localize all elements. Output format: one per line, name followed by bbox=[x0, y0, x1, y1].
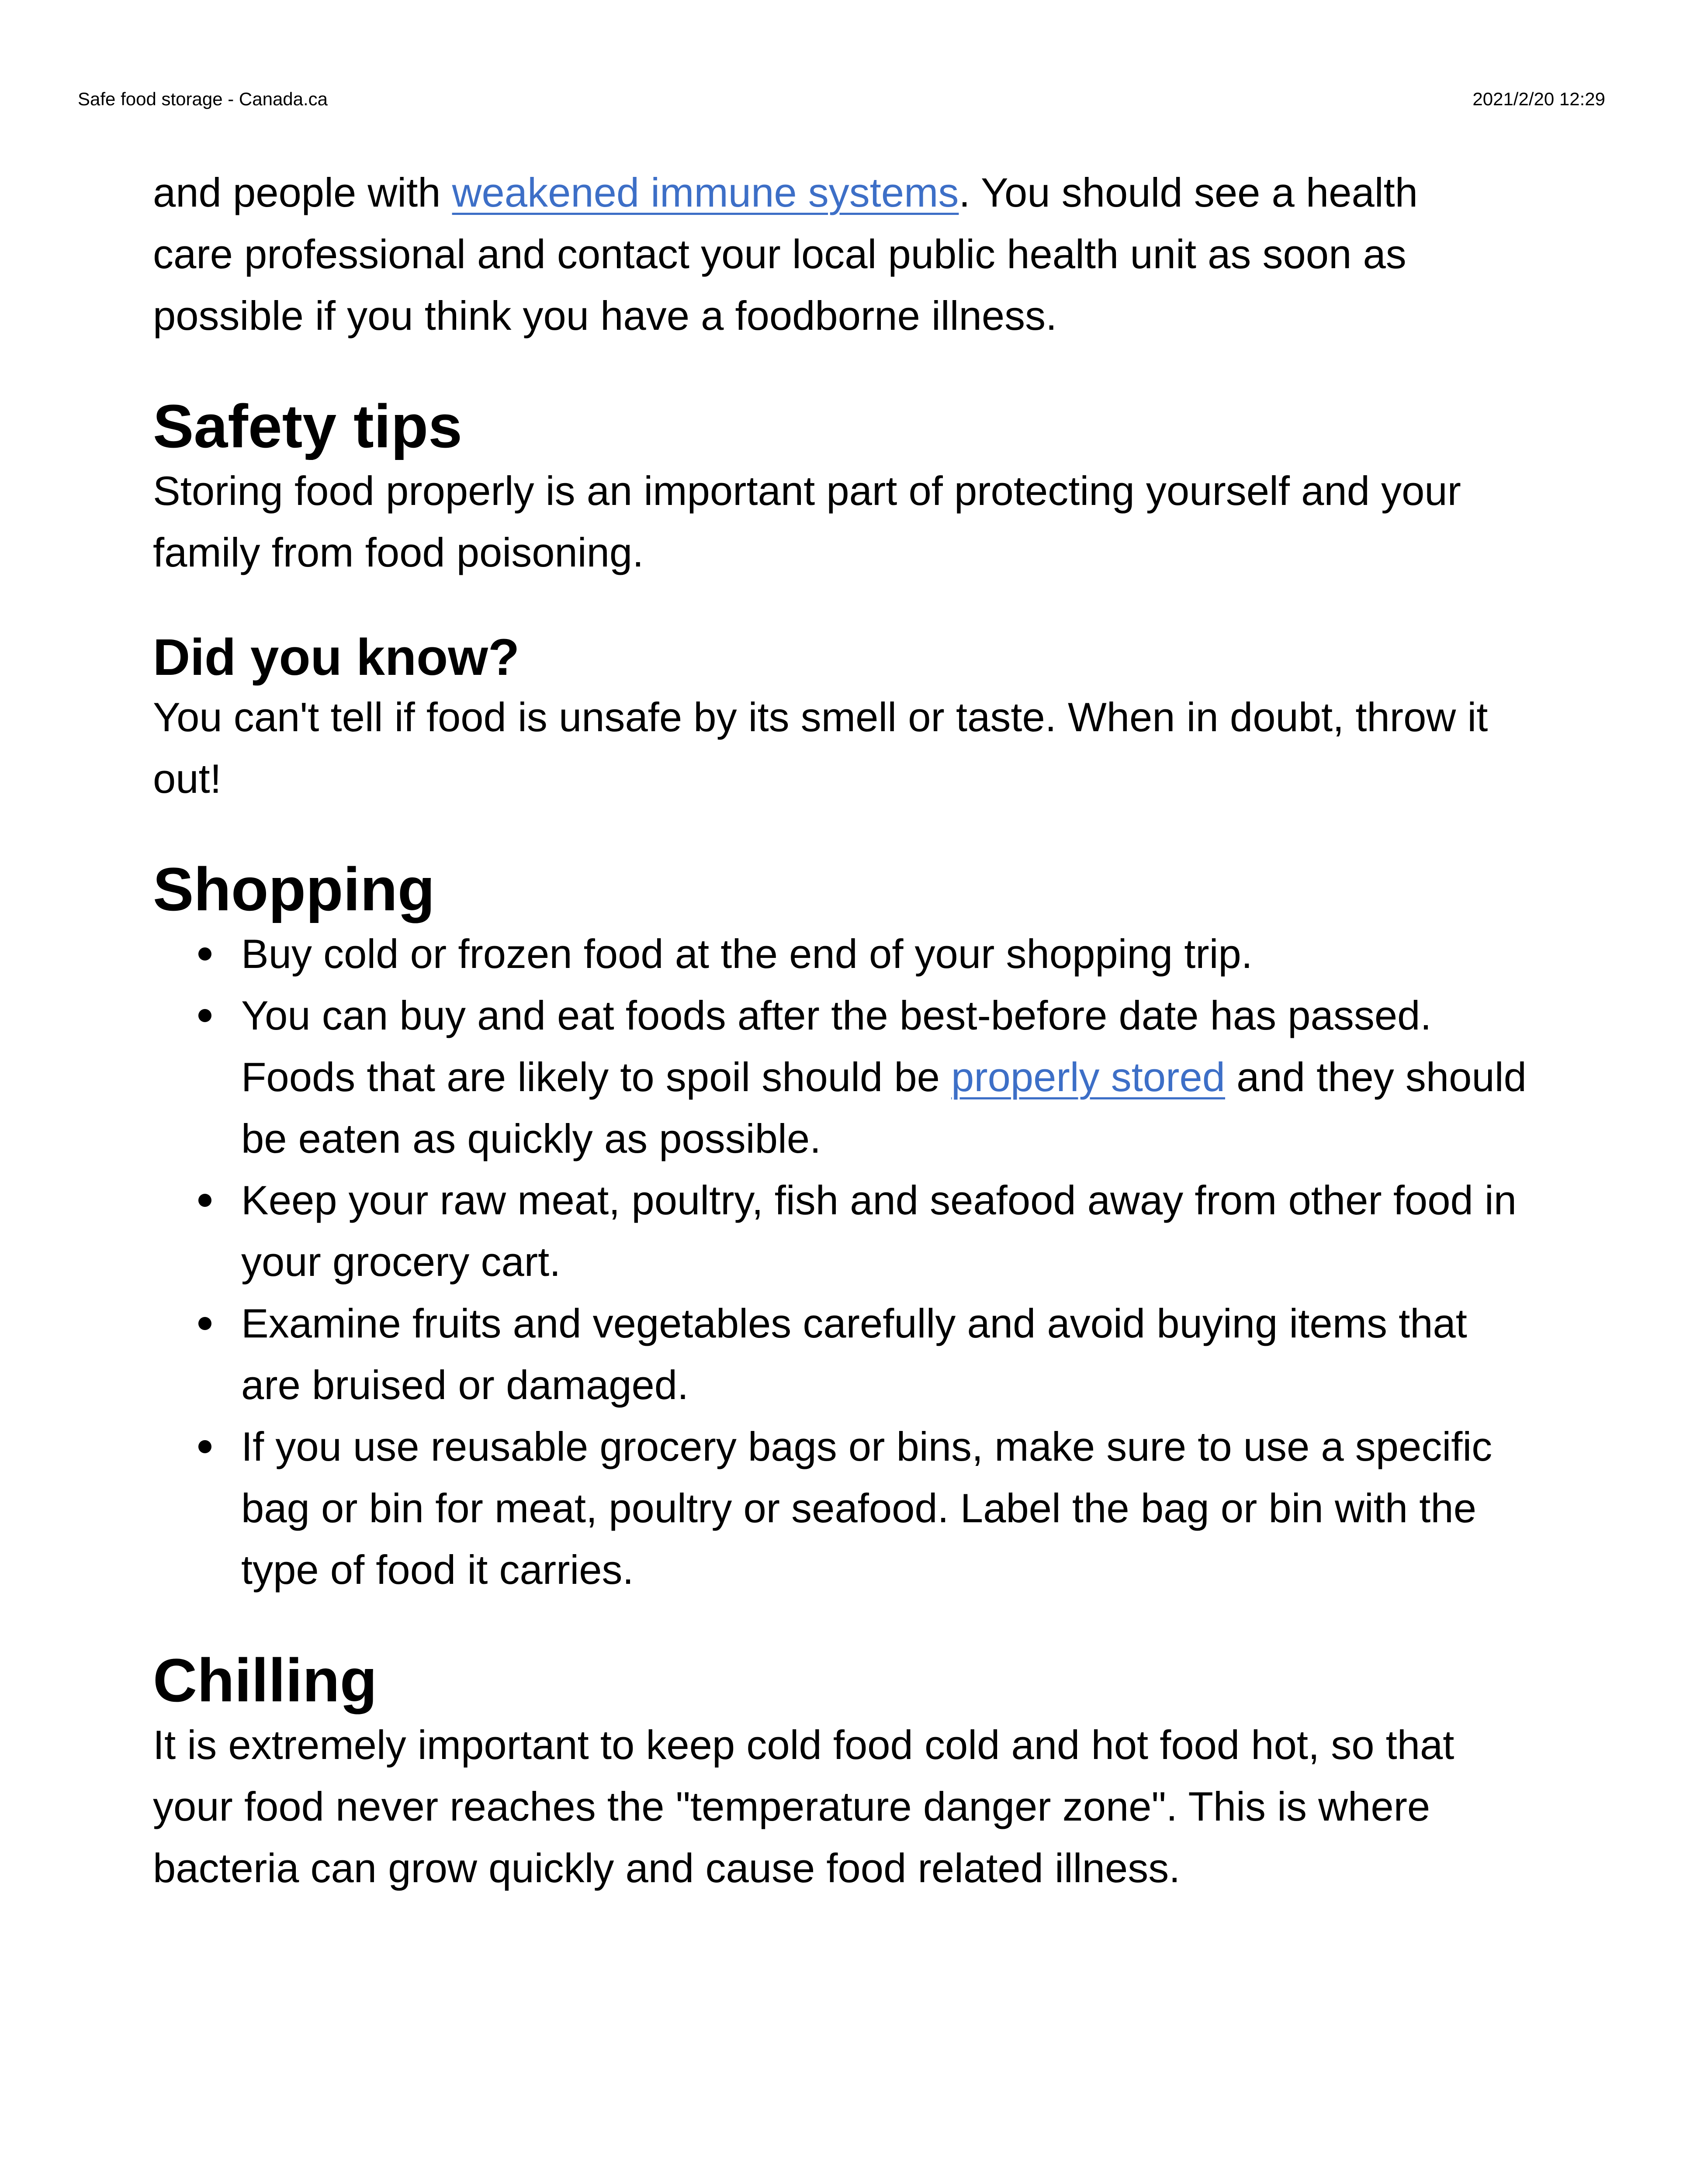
intro-paragraph bbox=[153, 162, 1481, 346]
list-item: Examine fruits and vegetables carefully and avoid buying items that are bruised or damaged. bbox=[241, 1292, 1534, 1416]
weakened-immune-systems-link[interactable]: weakened immune systems bbox=[452, 169, 959, 215]
list-item-text: You can buy and eat foods after the best-before date has passed. Foods that are likely to spoil should be bbox=[241, 992, 1432, 1100]
print-header bbox=[78, 90, 1605, 108]
intro-text-post: . You should see a health care professional and contact your local public health unit as soon as possible if you think you have a foodborne illness. bbox=[153, 169, 1418, 339]
intro-text-pre: and people with bbox=[153, 169, 452, 215]
list-item bbox=[241, 985, 1534, 1169]
shopping-heading: Shopping bbox=[153, 854, 435, 923]
shopping-list bbox=[153, 923, 1534, 1600]
safety-tips-heading: Safety tips bbox=[153, 392, 462, 460]
did-you-know-paragraph: You can't tell if food is unsafe by its smell or taste. When in doubt, throw it out! bbox=[153, 694, 1488, 802]
list-item: Keep your raw meat, poultry, fish and seafood away from other food in your grocery cart. bbox=[241, 1169, 1534, 1292]
list-item-text: and they should be eaten as quickly as possible. bbox=[241, 1054, 1527, 1161]
print-datetime: 2021/2/20 12:29 bbox=[1472, 89, 1605, 109]
page-title-header: Safe food storage - Canada.ca bbox=[78, 89, 328, 109]
properly-stored-link[interactable]: properly stored bbox=[951, 1054, 1226, 1100]
did-you-know-heading: Did you know? bbox=[153, 629, 520, 686]
safety-tips-paragraph: Storing food properly is an important part of protecting yourself and your family from food poisoning. bbox=[153, 468, 1461, 575]
chilling-paragraph: It is extremely important to keep cold food cold and hot food hot, so that your food never reaches the "temperature danger zone". This is where bacteria can grow quickly and cause food related illness. bbox=[153, 1721, 1454, 1891]
list-item: Buy cold or frozen food at the end of your shopping trip. bbox=[241, 923, 1534, 985]
main-content bbox=[153, 162, 1534, 1899]
list-item: If you use reusable grocery bags or bins, make sure to use a specific bag or bin for meat, poultry or seafood. Label the bag or bin with the type of food it carries. bbox=[241, 1416, 1534, 1600]
chilling-heading: Chilling bbox=[153, 1645, 377, 1714]
